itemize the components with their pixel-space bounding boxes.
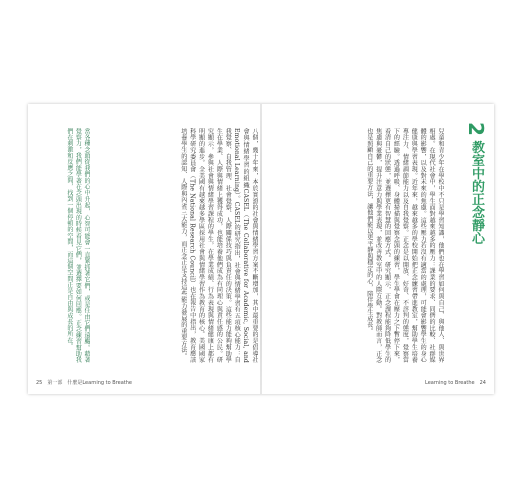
chapter-heading [456,122,488,272]
book-spread [28,104,494,394]
left-page-footer: 25 第一部 什麼是Learning to Breathe [36,380,132,386]
left-page-body: 八個，幾十年來，本於實證的社會與情緒學習方案不斷增加，其中最重要的是倡導社會與情緒學習的組織CASEL（The Collaborative for Academic, Social, and Emotional Learning）。CASEL的研究指出，社會與情緒學習有五項核心能力：自我覺察、自我管理、社會覺察、人際關係技巧與負責任的決策。這些能力能夠幫助學生在學業、人際與情緒上獲得成功，也能培養他們成為有同理心與責任感的公民。研究顯示，參與社會與情緒學習課程的學生，在學業成績、行為表現與情緒健康上都有明顯的進步。全美國有越來越多學區採用社會與情緒學習作為教育的核心。美國國家科學研究委員會（The National Research Council）也在報告中指出，教育應該培養學生的認知、人際與內省三大能力，而正念正是支持這些能力發展的重要方法。 [179,128,258,363]
chapter-number: 2 [464,122,488,136]
left-page-quote: 當各種念頭從我們的心中升起，心智可能會一直緊抓著它們，或是任由它們遠颺。藉著覺察力，我們能學著在念頭出現的時候看見它們，並選擇要如何回應。正念練習幫助我們在刺激和反應之間，找到一個停頓的空間，而這個空間正是自由與成長的所在。 [65,128,90,363]
right-page-body: 兒童和青少年在學校中不只是學習知識，他們也在學習如何與自己、與他人、與世界相處。在現代社會中，學生面對越來越多的壓力：課業的要求、同儕的比較、社群媒體的影響，以及對未來的焦慮。這些壓力若沒有適當的處理，可能會影響學生的身心健康與學習表現。近年來，越來越多的學校開始把正念練習帶進教室，幫助學生培養專注力、情緒調節能力以及自我覺察。正念是以開放、好奇、不評判的態度，覺察當下的經驗。透過呼吸、身體掃描與覺察念頭的練習，學生學會在壓力之下暫停下來，看清自己的狀態，並選擇更有智慧的回應方式。研究顯示，正念課程能夠降低學生的焦慮與憂鬱，提升注意力與學業表現，並改善教室中的人際互動。對教師而言，正念也是照顧自己的重要方法，讓他們能以更平靜與穩定的心，陪伴學生成長。 [365,128,444,363]
chapter-title: 教室中的正念靜心 [469,140,484,245]
book-gutter [260,104,262,394]
right-page-footer: Learning to Breathe 24 [425,380,486,386]
